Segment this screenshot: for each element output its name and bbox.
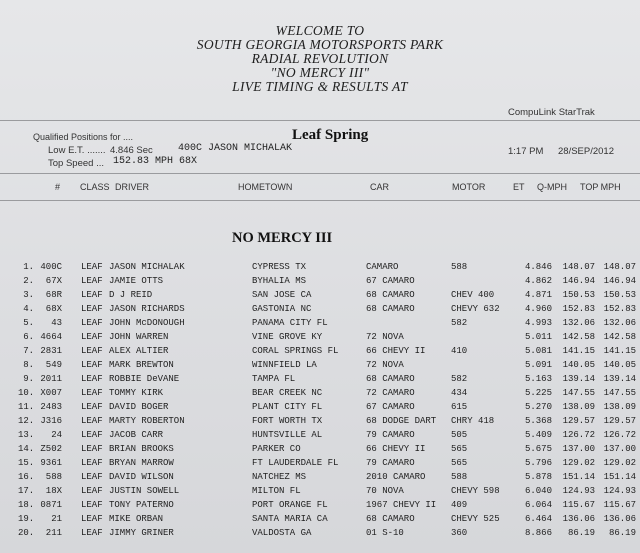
car-number: 21 (51, 514, 62, 524)
table-row (0, 402, 640, 416)
driver: TONY PATERNO (109, 500, 174, 510)
divider-top (0, 120, 640, 121)
class: LEAF (81, 332, 103, 342)
col-header-hometown: HOMETOWN (238, 182, 293, 192)
motor: 434 (451, 388, 468, 398)
et: 6.464 (524, 514, 552, 524)
driver: MARTY ROBERTON (109, 416, 185, 426)
pos: 16. (18, 472, 35, 482)
motor: 588 (451, 262, 468, 272)
top-mph: 151.14 (603, 472, 636, 482)
pos: 5. (23, 318, 34, 328)
header-series: RADIAL REVOLUTION (251, 51, 389, 66)
table-row (0, 528, 640, 542)
car: 68 CAMARO (366, 374, 415, 384)
q-mph: 151.14 (562, 472, 595, 482)
top-mph: 86.19 (608, 528, 636, 538)
q-mph: 141.15 (562, 346, 595, 356)
top-mph: 139.14 (603, 374, 636, 384)
driver: DAVID BOGER (109, 402, 169, 412)
motor: 505 (451, 430, 468, 440)
top-speed-holder: 152.83 MPH 68X (113, 156, 198, 167)
top-mph: 142.58 (603, 332, 636, 342)
motor: 565 (451, 458, 468, 468)
motor: 565 (451, 444, 468, 454)
driver: DAVID WILSON (109, 472, 174, 482)
table-row (0, 262, 640, 276)
top-mph: 124.93 (603, 486, 636, 496)
pos: 7. (23, 346, 34, 356)
driver: MIKE ORBAN (109, 514, 164, 524)
hometown: VINE GROVE KY (252, 332, 323, 342)
car: 1967 CHEVY II (366, 500, 437, 510)
table-row (0, 276, 640, 290)
driver: JUSTIN SOWELL (109, 486, 180, 496)
low-et-holder: 400C JASON MICHALAK (178, 143, 293, 154)
top-mph: 150.53 (603, 290, 636, 300)
motor: CHEVY 632 (451, 304, 500, 314)
divider-columns (0, 200, 640, 201)
driver: JOHN WARREN (109, 332, 169, 342)
class: LEAF (81, 430, 103, 440)
top-mph: 148.07 (603, 262, 636, 272)
class: LEAF (81, 416, 103, 426)
table-row (0, 388, 640, 402)
hometown: MILTON FL (252, 486, 301, 496)
car: 79 CAMARO (366, 458, 415, 468)
q-mph: 129.02 (562, 458, 595, 468)
car-number: 9361 (40, 458, 62, 468)
top-mph: 129.57 (603, 416, 636, 426)
car-number: 67X (45, 276, 62, 286)
col-header-driver: DRIVER (115, 182, 150, 192)
car: 68 CAMARO (366, 290, 415, 300)
car-number: 2011 (40, 374, 62, 384)
compulink-credit: CompuLink StarTrak (508, 107, 595, 118)
car: 79 CAMARO (366, 430, 415, 440)
car-number: 24 (51, 430, 62, 440)
driver: ALEX ALTIER (109, 346, 169, 356)
driver: JOHN McDONOUGH (109, 318, 185, 328)
table-row (0, 346, 640, 360)
driver: BRYAN MARROW (109, 458, 174, 468)
hometown: FORT WORTH TX (252, 416, 323, 426)
et: 6.064 (524, 500, 552, 510)
hometown: VALDOSTA GA (252, 528, 312, 538)
col-header-pos: # (55, 182, 61, 192)
car: 72 CAMARO (366, 388, 415, 398)
car-number: 68X (45, 304, 62, 314)
pos: 20. (18, 528, 35, 538)
hometown: PARKER CO (252, 444, 301, 454)
q-mph: 148.07 (562, 262, 595, 272)
pos: 4. (23, 304, 34, 314)
car: 66 CHEVY II (366, 444, 426, 454)
motor: CHEV 400 (451, 290, 495, 300)
top-mph: 141.15 (603, 346, 636, 356)
hometown: HUNTSVILLE AL (252, 430, 323, 440)
table-row (0, 458, 640, 472)
class: LEAF (81, 514, 103, 524)
car: 68 CAMARO (366, 304, 415, 314)
table-row (0, 430, 640, 444)
et: 5.409 (524, 430, 552, 440)
top-mph: 136.06 (603, 514, 636, 524)
car-number: X007 (40, 388, 62, 398)
q-mph: 126.72 (562, 430, 595, 440)
col-header-et: ET (513, 182, 525, 192)
class: LEAF (81, 528, 103, 538)
pos: 3. (23, 290, 34, 300)
top-mph: 146.94 (603, 276, 636, 286)
et: 8.866 (524, 528, 552, 538)
car: 72 NOVA (366, 360, 404, 370)
car-number: 211 (45, 528, 62, 538)
hometown: PORT ORANGE FL (252, 500, 328, 510)
top-mph: 140.05 (603, 360, 636, 370)
hometown: CYPRESS TX (252, 262, 307, 272)
et: 5.368 (524, 416, 552, 426)
q-mph: 86.19 (567, 528, 595, 538)
pos: 18. (18, 500, 35, 510)
et: 4.993 (524, 318, 552, 328)
table-row (0, 290, 640, 304)
motor: 582 (451, 374, 468, 384)
motor: 409 (451, 500, 468, 510)
et: 5.796 (524, 458, 552, 468)
report-time: 1:17 PM (508, 146, 544, 157)
class: LEAF (81, 388, 103, 398)
q-mph: 139.14 (562, 374, 595, 384)
pos: 11. (18, 402, 35, 412)
pos: 6. (23, 332, 34, 342)
table-row (0, 500, 640, 514)
car-number: 43 (51, 318, 62, 328)
car-number: Z502 (40, 444, 62, 454)
top-mph: 137.00 (603, 444, 636, 454)
motor: 410 (451, 346, 468, 356)
et: 6.040 (524, 486, 552, 496)
table-row (0, 444, 640, 458)
driver: D J REID (109, 290, 153, 300)
q-mph: 136.06 (562, 514, 595, 524)
table-row (0, 374, 640, 388)
hometown: PANAMA CITY FL (252, 318, 328, 328)
pos: 9. (23, 374, 34, 384)
q-mph: 132.06 (562, 318, 595, 328)
event-title: NO MERCY III (232, 230, 333, 246)
class: LEAF (81, 304, 103, 314)
motor: 588 (451, 472, 468, 482)
table-row (0, 304, 640, 318)
driver: MARK BREWTON (109, 360, 174, 370)
class: LEAF (81, 458, 103, 468)
top-mph: 152.83 (603, 304, 636, 314)
motor: CHEVY 525 (451, 514, 500, 524)
hometown: SAN JOSE CA (252, 290, 312, 300)
header-event: "NO MERCY III" (270, 65, 370, 80)
car: 67 CAMARO (366, 402, 415, 412)
hometown: TAMPA FL (252, 374, 296, 384)
low-et-label: Low E.T. ....... (48, 145, 106, 156)
header-live-timing: LIVE TIMING & RESULTS AT (232, 79, 408, 94)
header-track-name: SOUTH GEORGIA MOTORSPORTS PARK (196, 37, 444, 52)
class: LEAF (81, 402, 103, 412)
car: 70 NOVA (366, 486, 404, 496)
et: 5.225 (524, 388, 552, 398)
class: LEAF (81, 374, 103, 384)
hometown: BEAR CREEK NC (252, 388, 323, 398)
table-row (0, 514, 640, 528)
table-row (0, 486, 640, 500)
class: LEAF (81, 500, 103, 510)
et: 4.960 (524, 304, 552, 314)
class: LEAF (81, 290, 103, 300)
hometown: SANTA MARIA CA (252, 514, 328, 524)
car: 68 CAMARO (366, 514, 415, 524)
et: 4.862 (524, 276, 552, 286)
hometown: WINNFIELD LA (252, 360, 317, 370)
col-header-car: CAR (370, 182, 390, 192)
top-mph: 132.06 (603, 318, 636, 328)
pos: 1. (23, 262, 34, 272)
pos: 17. (18, 486, 35, 496)
car-number: 68R (45, 290, 62, 300)
header-welcome: WELCOME TO (275, 23, 365, 38)
top-mph: 115.67 (603, 500, 636, 510)
table-row (0, 318, 640, 332)
et: 5.163 (524, 374, 552, 384)
class: LEAF (81, 276, 103, 286)
hometown: NATCHEZ MS (252, 472, 307, 482)
pos: 15. (18, 458, 35, 468)
motor: 615 (451, 402, 468, 412)
top-mph: 147.55 (603, 388, 636, 398)
q-mph: 146.94 (562, 276, 595, 286)
car-number: 2483 (40, 402, 62, 412)
car-number: 0871 (40, 500, 62, 510)
et: 5.081 (524, 346, 552, 356)
car-number: J316 (40, 416, 62, 426)
motor: CHEVY 598 (451, 486, 500, 496)
pos: 8. (23, 360, 34, 370)
car-number: 2831 (40, 346, 62, 356)
pos: 10. (18, 388, 35, 398)
motor: 360 (451, 528, 468, 538)
q-mph: 129.57 (562, 416, 595, 426)
class: LEAF (81, 486, 103, 496)
hometown: FT LAUDERDALE FL (252, 458, 339, 468)
driver: JASON MICHALAK (109, 262, 185, 272)
col-header-motor: MOTOR (452, 182, 486, 192)
col-header-qmph: Q-MPH (537, 182, 567, 192)
et: 4.846 (524, 262, 552, 272)
q-mph: 140.05 (562, 360, 595, 370)
class: LEAF (81, 318, 103, 328)
q-mph: 150.53 (562, 290, 595, 300)
pos: 2. (23, 276, 34, 286)
hometown: PLANT CITY FL (252, 402, 323, 412)
motor: 582 (451, 318, 468, 328)
top-mph: 129.02 (603, 458, 636, 468)
report-date: 28/SEP/2012 (558, 146, 614, 157)
car: 67 CAMARO (366, 276, 415, 286)
q-mph: 152.83 (562, 304, 595, 314)
q-mph: 115.67 (562, 500, 595, 510)
table-row (0, 332, 640, 346)
q-mph: 138.09 (562, 402, 595, 412)
divider-mid (0, 173, 640, 174)
car: 01 S-10 (366, 528, 404, 538)
et: 5.091 (524, 360, 552, 370)
hometown: GASTONIA NC (252, 304, 312, 314)
pos: 12. (18, 416, 35, 426)
class: LEAF (81, 472, 103, 482)
car: 68 DODGE DART (366, 416, 437, 426)
q-mph: 142.58 (562, 332, 595, 342)
class: LEAF (81, 262, 103, 272)
et: 4.871 (524, 290, 552, 300)
car: 66 CHEVY II (366, 346, 426, 356)
class: LEAF (81, 444, 103, 454)
car-number: 588 (45, 472, 62, 482)
hometown: CORAL SPRINGS FL (252, 346, 339, 356)
pos: 14. (18, 444, 35, 454)
qualified-label: Qualified Positions for .... (33, 132, 134, 142)
driver: JACOB CARR (109, 430, 164, 440)
car: 2010 CAMARO (366, 472, 426, 482)
car-number: 400C (40, 262, 62, 272)
et: 5.011 (524, 332, 552, 342)
col-header-topmph: TOP MPH (580, 182, 621, 192)
car-number: 549 (45, 360, 62, 370)
car-number: 18X (45, 486, 62, 496)
driver: TOMMY KIRK (109, 388, 164, 398)
class-title: Leaf Spring (292, 127, 369, 143)
car-number: 4664 (40, 332, 62, 342)
driver: JASON RICHARDS (109, 304, 185, 314)
top-mph: 138.09 (603, 402, 636, 412)
table-row (0, 360, 640, 374)
top-speed-label: Top Speed ... (48, 158, 104, 169)
et: 5.675 (524, 444, 552, 454)
car: 72 NOVA (366, 332, 404, 342)
motor: CHRY 418 (451, 416, 495, 426)
q-mph: 147.55 (562, 388, 595, 398)
q-mph: 137.00 (562, 444, 595, 454)
q-mph: 124.93 (562, 486, 595, 496)
et: 5.878 (524, 472, 552, 482)
table-row (0, 472, 640, 486)
hometown: BYHALIA MS (252, 276, 307, 286)
pos: 19. (18, 514, 35, 524)
driver: JAMIE OTTS (109, 276, 164, 286)
top-mph: 126.72 (603, 430, 636, 440)
col-header-class: CLASS (80, 182, 110, 192)
class: LEAF (81, 346, 103, 356)
pos: 13. (18, 430, 35, 440)
driver: JIMMY GRINER (109, 528, 174, 538)
car: CAMARO (366, 262, 399, 272)
table-row (0, 416, 640, 430)
low-et-value: 4.846 Sec (110, 145, 153, 156)
driver: BRIAN BROOKS (109, 444, 174, 454)
class: LEAF (81, 360, 103, 370)
driver: ROBBIE DeVANE (109, 374, 180, 384)
et: 5.270 (524, 402, 552, 412)
